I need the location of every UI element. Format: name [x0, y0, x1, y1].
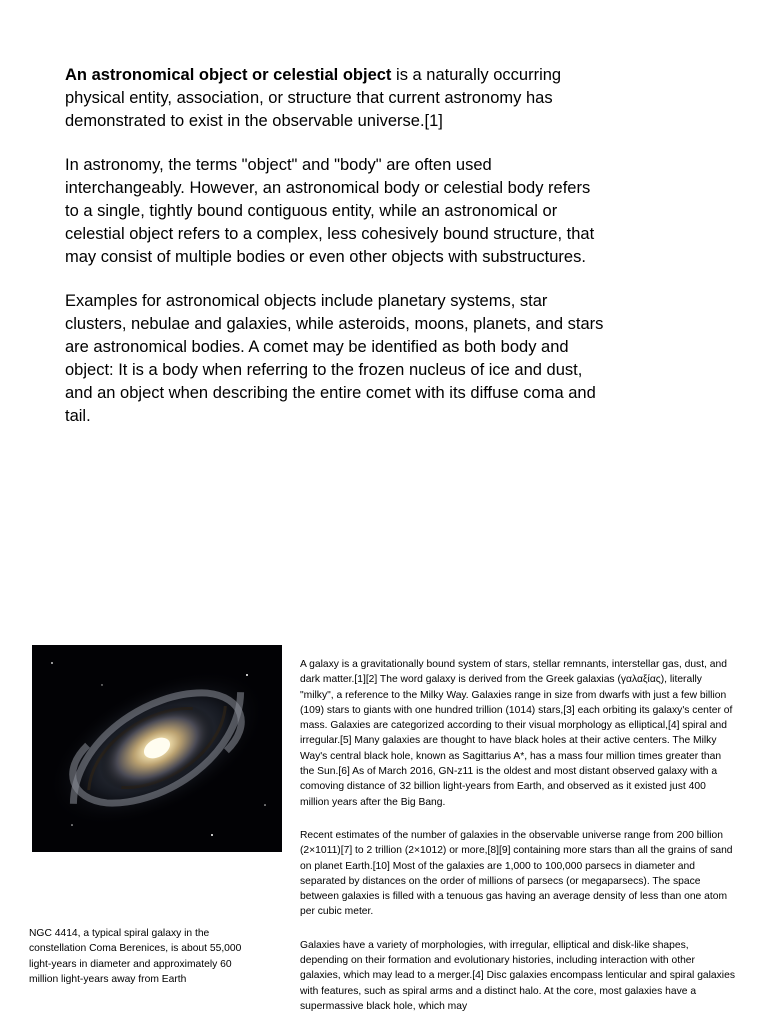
galaxy-photo: [32, 645, 282, 852]
intro-paragraph-3: Examples for astronomical objects include planetary systems, star clusters, nebulae and galaxies, while asteroids, moons, planets, and stars are astronomical bodies. A comet may be identified as both body and object: It is a body when referring to the frozen nucleus of ice and dust, and an object when describing the entire comet with its diffuse coma and tail.: [65, 292, 604, 425]
image-caption: NGC 4414, a typical spiral galaxy in the constellation Coma Berenices, is about 55,000 light-years in diameter and approximately 60 million light-years away from Earth: [29, 928, 242, 985]
galaxy-paragraph-1: A galaxy is a gravitationally bound system of stars, stellar remnants, interstellar gas, dust, and dark matter.[1][2] The word galaxy is derived from the Greek galaxias (γαλαξίας), literally "milky", a reference to the Milky Way. Galaxies range in size from dwarfs with just a few billion (109) stars to giants with one hundred trillion (1014) stars,[3] each orbiting its galaxy's center of mass. Galaxies are categorized according to their visual morphology as elliptical,[4] spiral and irregular.[5] Many galaxies are thought to have black holes at their active centers. The Milky Way's central black hole, known as Sagittarius A*, has a mass four million times greater than the Sun.[6] As of March 2016, GN-z11 is the oldest and most distant observed galaxy with a comoving distance of 32 billion light-years from Earth, and observed as it existed just 400 million years after the Big Bang.: [300, 659, 733, 808]
galaxy-paragraph-2: Recent estimates of the number of galaxies in the observable universe range from 200 billion (2×1011)[7] to 2 trillion (2×1012) or more,[8][9] containing more stars than all the grains of sand on planet Earth.[10] Most of the galaxies are 1,000 to 100,000 parsecs in diameter and separated by distances on the order of millions of parsecs (or megaparsecs). The space between galaxies is filled with a tenuous gas having an average density of less than one atom per cubic meter.: [300, 829, 733, 918]
intro-definition: is a naturally occurring physical entity, association, or structure that current astronomy has demonstrated to exist in the observable universe.[1]: [65, 66, 562, 130]
intro-section: [65, 64, 605, 449]
intro-paragraph-1: [65, 64, 605, 133]
galaxy-paragraph-3: Galaxies have a variety of morphologies, with irregular, elliptical and disk-like shapes, depending on their formation and evolutionary histories, including interaction with other galaxies, which may lead to a merger.[4] Disc galaxies encompass lenticular and spiral galaxies with features, such as spiral arms and a distinct halo. At the core, most galaxies have a supermassive black hole, which may: [300, 939, 735, 1012]
galaxy-article: [300, 657, 735, 1024]
intro-paragraph-2: In astronomy, the terms "object" and "body" are often used interchangeably. However, an astronomical body or celestial body refers to a single, tightly bound contiguous entity, while an astronomical or celestial object refers to a complex, less cohesively bound structure, that may consist of multiple bodies or even other objects with substructures.: [65, 156, 595, 266]
galaxy-photo-icon: [32, 645, 282, 852]
intro-term: An astronomical object or celestial object: [65, 66, 392, 84]
